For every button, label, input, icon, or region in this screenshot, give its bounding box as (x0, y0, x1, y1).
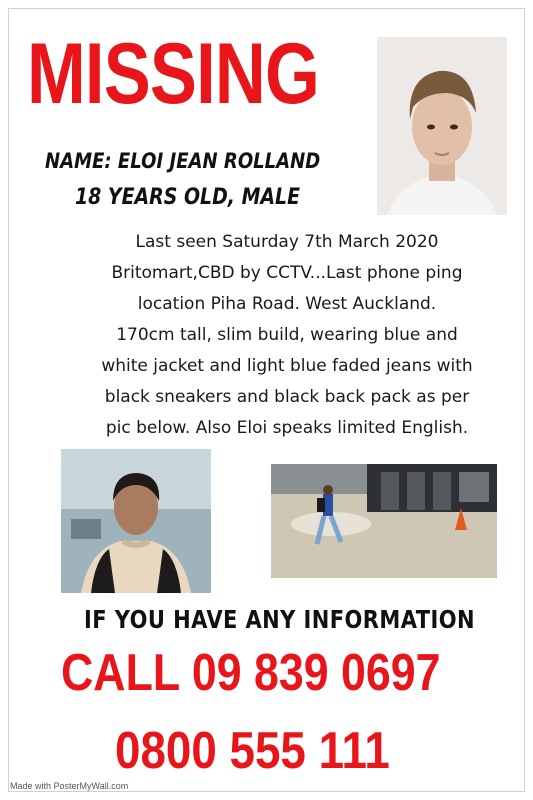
cctv-photo (271, 464, 497, 578)
portrait-photo (377, 37, 507, 215)
description-line: white jacket and light blue faded jeans with (101, 356, 473, 376)
portrait-photo-image (377, 37, 507, 215)
description-line: black sneakers and black back pack as per (104, 387, 470, 407)
description-line: location Piha Road. West Auckland. (137, 294, 437, 314)
backpack-photo (61, 449, 211, 593)
call-phone-number: CALL 09 839 0697 (61, 644, 441, 702)
description-line: Britomart,CBD by CCTV...Last phone ping (111, 263, 463, 283)
age-line: 18 YEARS OLD, MALE (75, 185, 301, 210)
description (67, 227, 507, 444)
description-line: Last seen Saturday 7th March 2020 (135, 232, 439, 252)
poster-title: MISSING (27, 26, 320, 122)
watermark: Made with PosterMyWall.com (10, 781, 129, 791)
info-line: IF YOU HAVE ANY INFORMATION (84, 605, 475, 634)
description-line: pic below. Also Eloi speaks limited English. (105, 418, 469, 438)
description-line: 170cm tall, slim build, wearing blue and (116, 325, 458, 345)
name-line: NAME: ELOI JEAN ROLLAND (45, 149, 321, 173)
cctv-photo-image (271, 464, 497, 578)
missing-poster (8, 8, 525, 792)
backpack-photo-image (61, 449, 211, 593)
crimestoppers-phone-number: 0800 555 111 (115, 722, 390, 780)
